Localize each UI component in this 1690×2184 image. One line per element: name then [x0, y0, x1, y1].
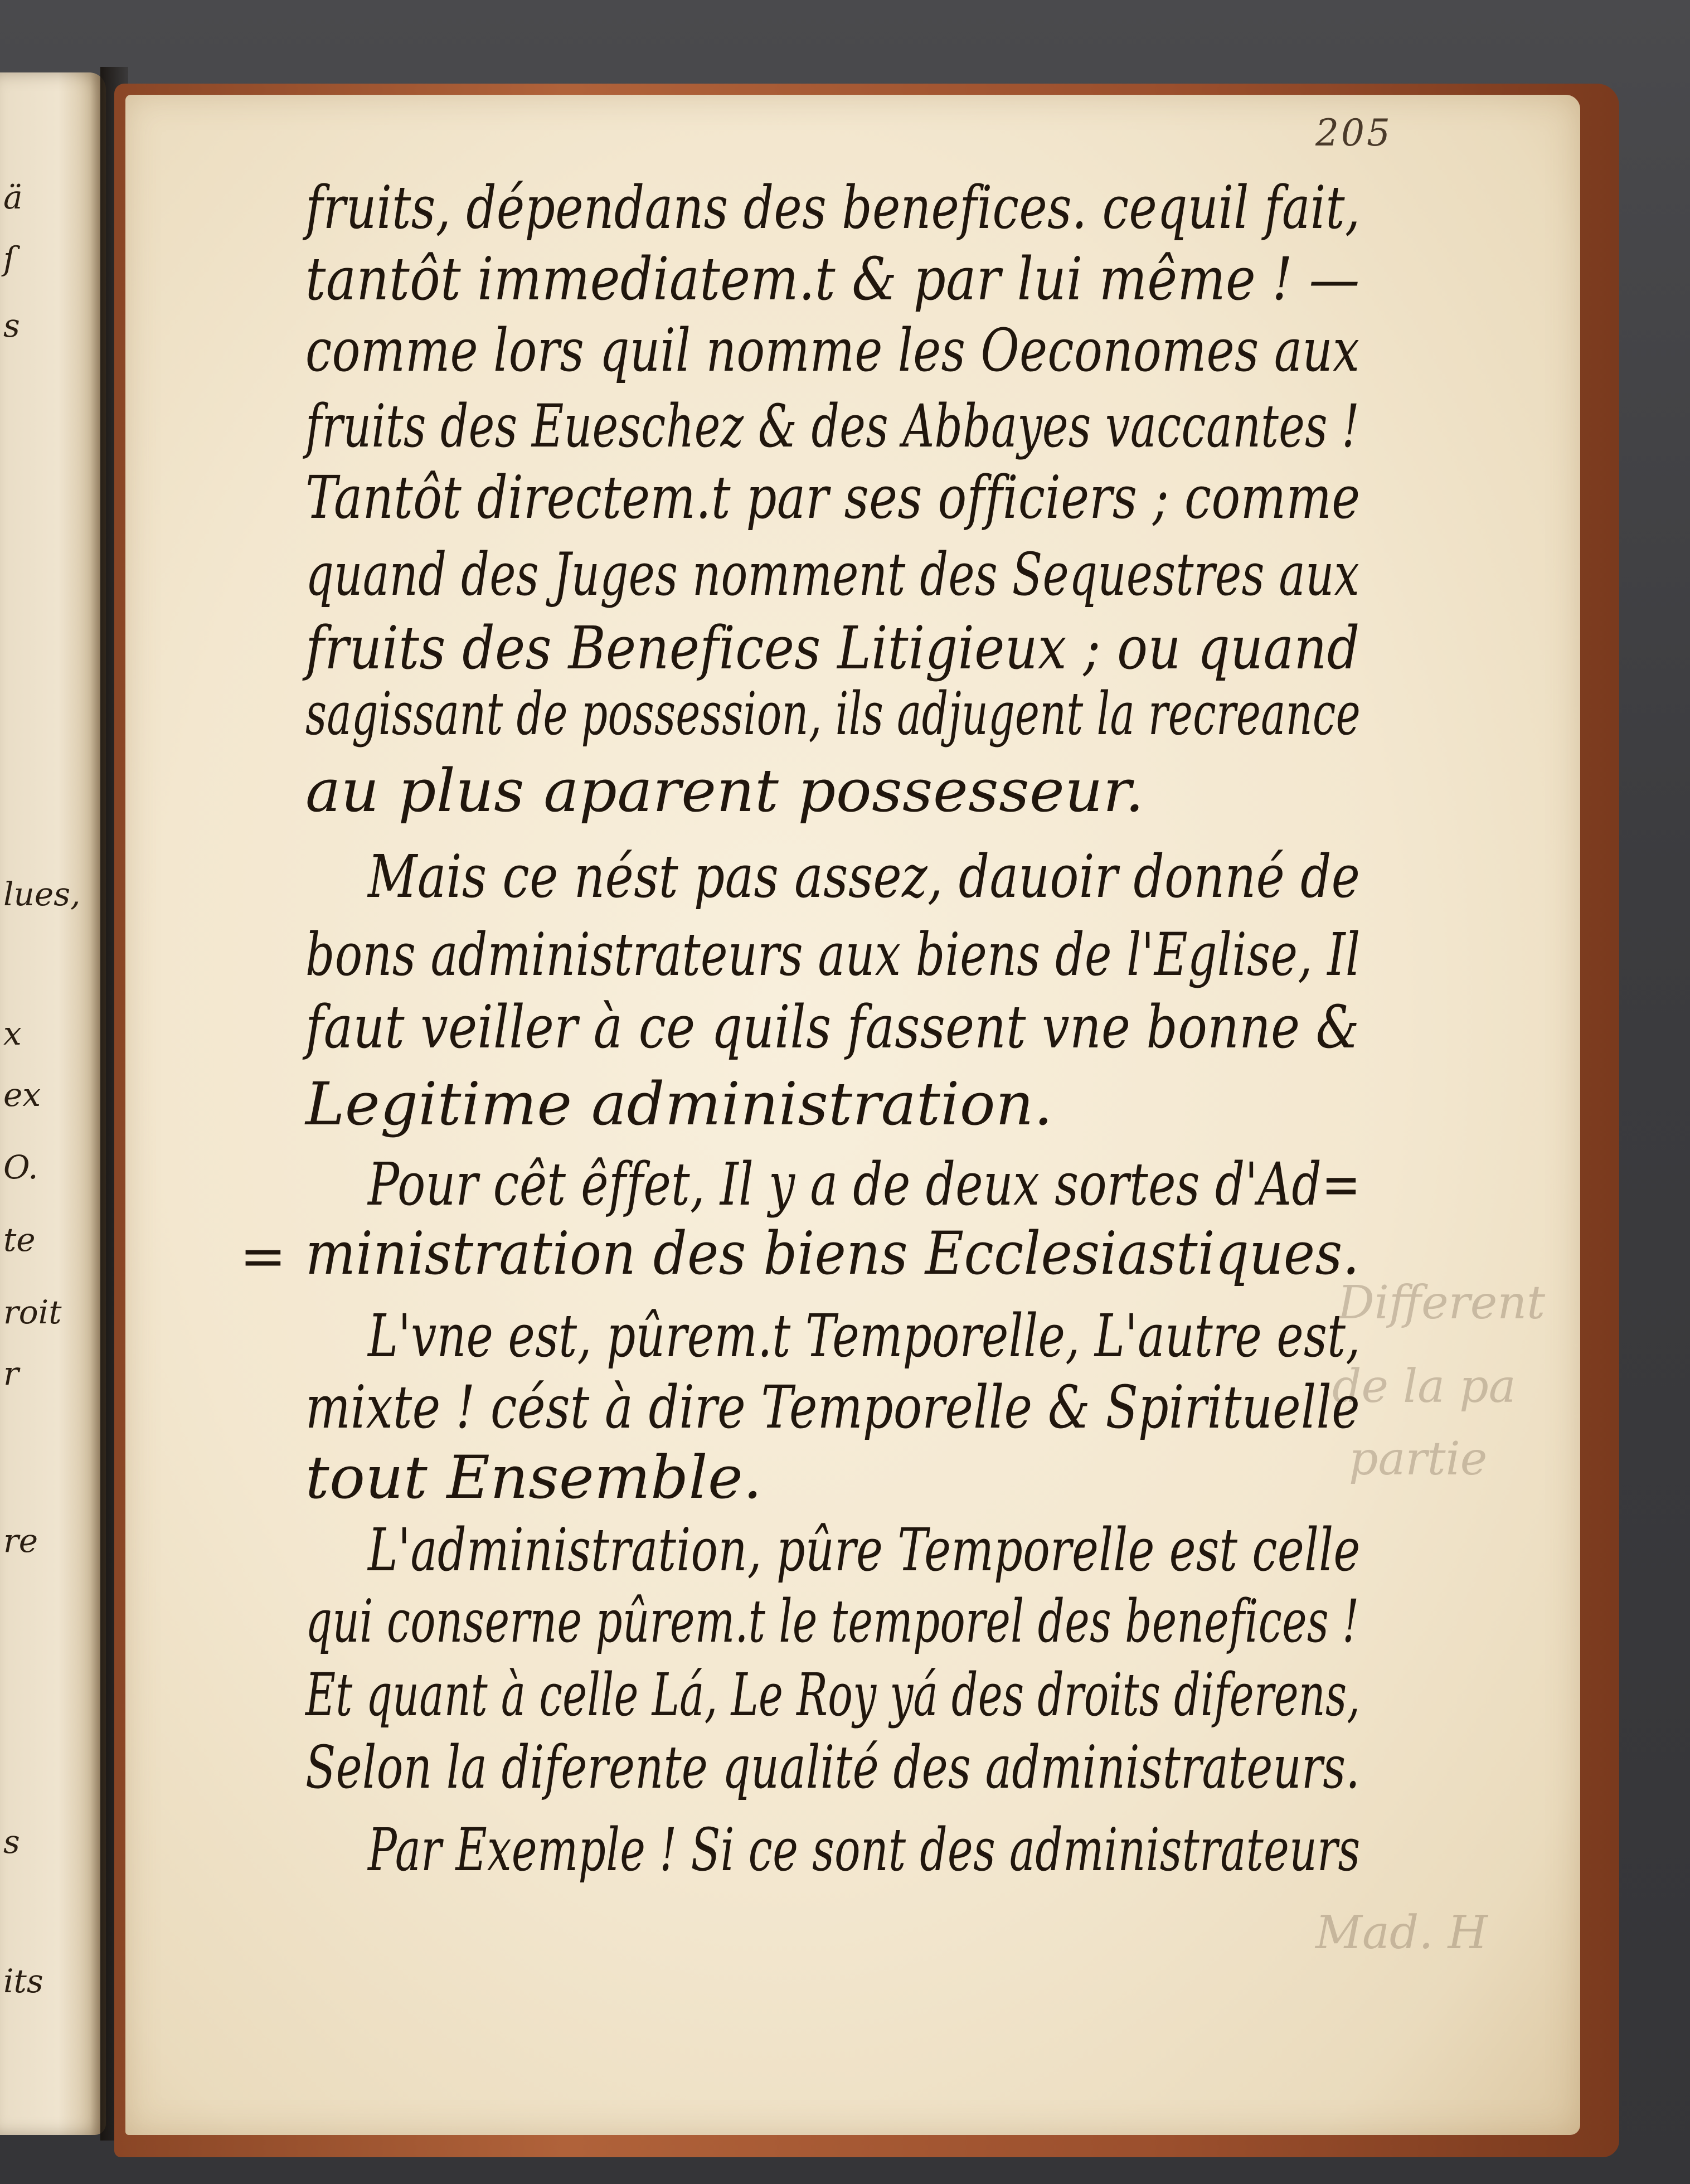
text-line: fruits des Benefices Litigieux ; ou quand [305, 614, 1360, 682]
text-line: L'administration, pûre Temporelle est celle [368, 1516, 1361, 1584]
text-line: Selon la diferente qualité des administrateurs. [305, 1733, 1360, 1802]
text-line: quand des Juges nomment des Sequestres aux [305, 540, 1359, 609]
left-page-fragment: x [3, 1015, 22, 1052]
text-line: Pour cêt êffet, Il y a de deux sortes d'Ad= [368, 1150, 1361, 1219]
left-facing-page [0, 72, 106, 2135]
left-page-fragment: ſ [3, 240, 16, 278]
folio-number: 205 [1315, 111, 1392, 154]
text-line: tantôt immediatem.t & par lui même ! — [305, 245, 1360, 313]
text-line: sagissant de possession, ils adjugent la recreance [305, 680, 1361, 748]
text-line: tout Ensemble. [305, 1443, 763, 1512]
text-line: au plus aparent possesseur. [305, 756, 1144, 825]
text-line: Legitime administration. [305, 1070, 1053, 1138]
text-line: bons administrateurs aux biens de l'Eglise, Il [305, 920, 1361, 989]
text-line: fruits, dépendans des benefices. cequil fait, [305, 173, 1361, 242]
left-page-fragment: s [3, 1823, 20, 1861]
margin-note: Different [1338, 1277, 1546, 1329]
margin-note: de la pa [1332, 1360, 1516, 1413]
text-line: fruits des Eueschez & des Abbayes vaccantes ! [305, 392, 1360, 460]
text-line: qui conserne pûrem.t le temporel des benefices ! [305, 1587, 1359, 1656]
left-page-fragment: ä [3, 178, 23, 216]
text-line: Et quant à celle Lá, Le Roy yá des droits diferens, [305, 1661, 1361, 1729]
left-page-fragment: s [3, 307, 20, 344]
left-page-fragment: its [3, 1962, 43, 2000]
margin-note: Mad. H [1315, 1906, 1488, 1959]
left-page-fragment: lues, [3, 875, 81, 913]
text-line: mixte ! cést à dire Temporelle & Spirituelle [305, 1373, 1361, 1442]
left-page-fragment: ex [3, 1076, 41, 1114]
left-page-fragment: roit [3, 1293, 62, 1331]
text-line: Tantôt directem.t par ses officiers ; comme [305, 463, 1361, 532]
margin-note: partie [1349, 1433, 1488, 1486]
left-page-fragment: re [3, 1522, 38, 1560]
text-line: Par Exemple ! Si ce sont des administrateurs [368, 1816, 1361, 1884]
text-line: faut veiller à ce quils fassent vne bonne & [305, 993, 1360, 1061]
text-line: L'vne est, pûrem.t Temporelle, L'autre est, [368, 1302, 1361, 1370]
text-line: Mais ce nést pas assez, dauoir donné de [368, 842, 1361, 911]
text-line: comme lors quil nomme les Oeconomes aux [305, 316, 1360, 385]
left-page-fragment: te [3, 1221, 36, 1259]
left-page-fragment: O. [3, 1148, 38, 1186]
hyphen-continuation-mark: = [240, 1224, 286, 1289]
left-page-fragment: r [3, 1355, 19, 1392]
text-line: ministration des biens Ecclesiastiques. [305, 1219, 1360, 1288]
